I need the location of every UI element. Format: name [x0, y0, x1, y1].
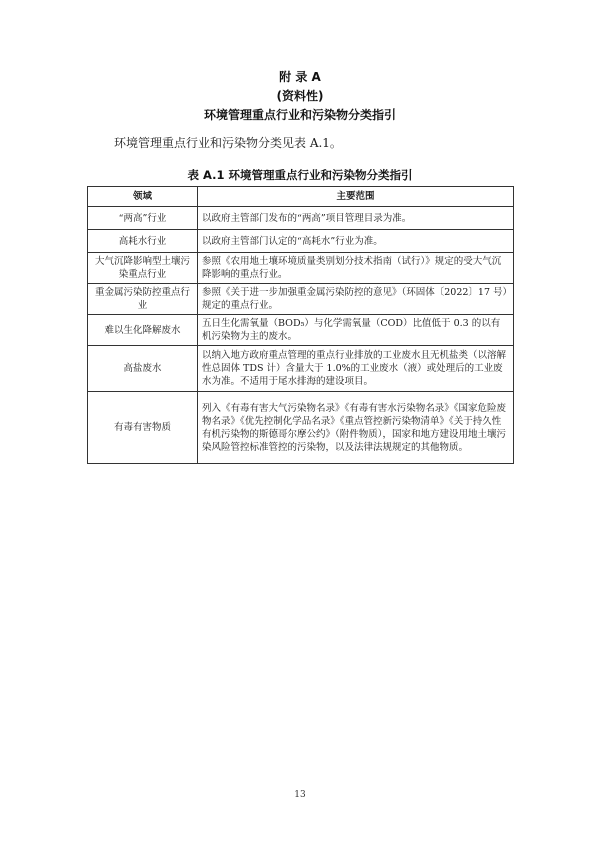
table-row — [88, 392, 514, 464]
appendix-label: 附 录 A — [279, 70, 321, 84]
table-row — [88, 284, 514, 315]
row-domain: “两高”行业 — [88, 207, 198, 230]
row-scope: 参照《关于进一步加强重金属污染防控的意见》（环固体〔2022〕17 号）规定的重点行业。 — [198, 284, 514, 315]
column-header-domain: 领域 — [88, 187, 198, 207]
appendix-nature: (资料性) — [276, 89, 324, 103]
classification-table — [87, 186, 514, 464]
page-number: 13 — [294, 790, 306, 800]
row-domain: 高盐废水 — [88, 346, 198, 392]
intro-paragraph: 环境管理重点行业和污染物分类见表 A.1。 — [114, 136, 342, 150]
row-scope: 列入《有毒有害大气污染物名录》《有毒有害水污染物名录》《国家危险废物名录》《优先控制化学品名录》《重点管控新污染物清单》《关于持久性有机污染物的斯德哥尔摩公约》（附件物质），国家和地方建设用地土壤污染风险管控标准管控的污染物，以及法律法规规定的其他物质。 — [198, 392, 514, 464]
table-row — [88, 346, 514, 392]
table-row — [88, 230, 514, 253]
table-row — [88, 207, 514, 230]
row-domain: 有毒有害物质 — [88, 392, 198, 464]
row-scope: 以纳入地方政府重点管理的重点行业排放的工业废水且无机盐类（以溶解性总固体 TDS 计）含量大于 1.0%的工业废水（液）或处理后的工业废水为准。不适用于尾水排海的建设项目。 — [198, 346, 514, 392]
table-row — [88, 315, 514, 346]
row-domain: 重金属污染防控重点行业 — [88, 284, 198, 315]
table-caption: 表 A.1 环境管理重点行业和污染物分类指引 — [187, 168, 413, 182]
appendix-title: 环境管理重点行业和污染物分类指引 — [203, 108, 396, 122]
table-header-row — [88, 187, 514, 207]
row-scope: 参照《农用地土壤环境质量类别划分技术指南（试行）》规定的受大气沉降影响的重点行业。 — [198, 253, 514, 284]
row-domain: 大气沉降影响型土壤污染重点行业 — [88, 253, 198, 284]
table-row — [88, 253, 514, 284]
row-scope: 五日生化需氧量（BOD₅）与化学需氧量（COD）比值低于 0.3 的以有机污染物为主的废水。 — [198, 315, 514, 346]
row-domain: 难以生化降解废水 — [88, 315, 198, 346]
row-scope: 以政府主管部门认定的“高耗水”行业为准。 — [198, 230, 514, 253]
column-header-scope: 主要范围 — [198, 187, 514, 207]
row-domain: 高耗水行业 — [88, 230, 198, 253]
row-scope: 以政府主管部门发布的“两高”项目管理目录为准。 — [198, 207, 514, 230]
